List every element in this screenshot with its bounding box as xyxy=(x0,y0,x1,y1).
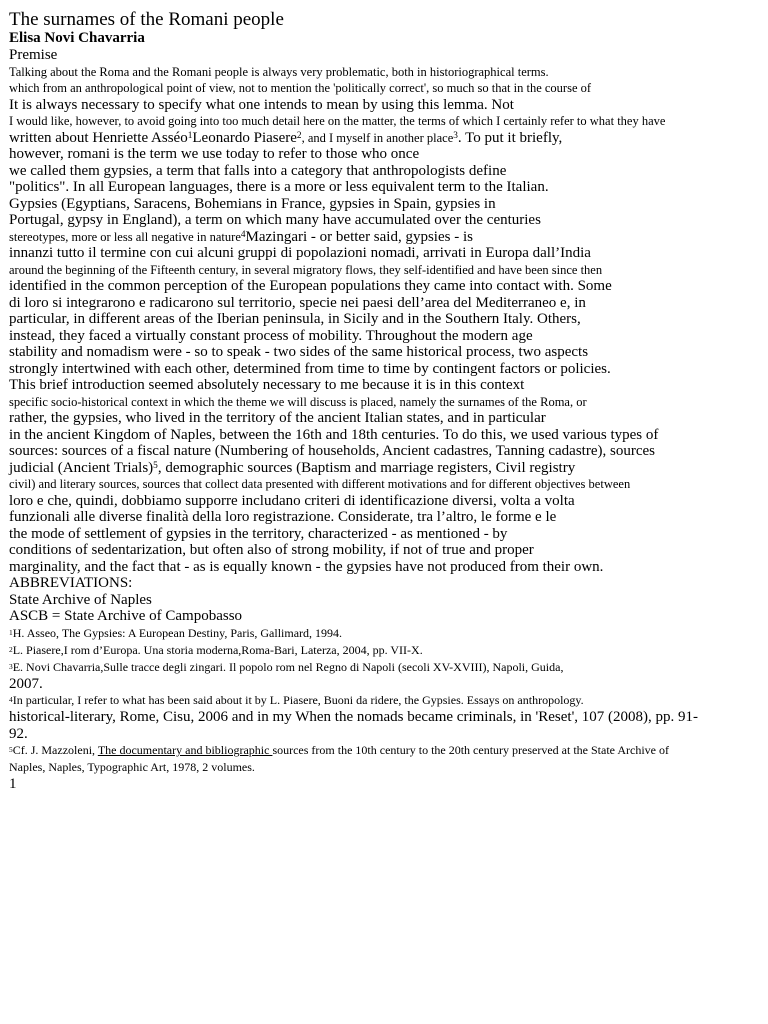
body-line: however, romani is the term we use today to refer to those who once xyxy=(9,146,420,162)
abbreviation-item: State Archive of Naples xyxy=(9,591,152,608)
body-line: particular, in different areas of the Iberian peninsula, in Sicily and in the Southern Italy. Others, xyxy=(9,311,581,327)
footnotes-section xyxy=(9,625,761,777)
author-name: Elisa Novi Chavarria xyxy=(9,30,145,46)
footnote-text: H. Asseo, The Gypsies: A European Destiny, Paris, Gallimard, 1994. xyxy=(12,625,343,640)
footnote-ref: 1 xyxy=(187,131,193,142)
body-line: "politics". In all European languages, there is a more or less equivalent term to the Italian. xyxy=(9,179,549,195)
body-line: sources: sources of a fiscal nature (Numbering of households, Ancient cadastres, Tanning cadastre), sources xyxy=(9,443,655,459)
body-text-span: , demographic sources (Baptism and marriage registers, Civil registry xyxy=(157,459,576,476)
body-line: Talking about the Roma and the Romani people is always very problematic, both in historiographical terms. xyxy=(9,64,549,79)
footnote-text: In particular, I refer to what has been said about it by L. Piasere, Buoni da ridere, the Gypsies. Essays on anthropology. xyxy=(12,693,584,708)
body-line: which from an anthropological point of view, not to mention the 'politically correct', so much so that in the course of xyxy=(9,81,592,95)
footnote-continuation: 2007. xyxy=(9,675,43,692)
footnote xyxy=(9,625,761,642)
footnote-ref: 4 xyxy=(240,230,246,241)
abbreviations-heading: ABBREVIATIONS: xyxy=(9,575,133,591)
footnote-number: 4 xyxy=(9,695,13,705)
body-text-span: Mazingari - or better said, gypsies - is xyxy=(245,228,473,245)
body-line: identified in the common perception of the European populations they came into contact with. Some xyxy=(9,278,612,294)
section-heading-premise: Premise xyxy=(9,47,58,63)
footnote xyxy=(9,692,761,709)
footnote-continuation: historical-literary, Rome, Cisu, 2006 and in my When the nomads became criminals, in 'Reset', 107 (2008), pp. 91- xyxy=(9,709,699,726)
document-title: The surnames of the Romani people xyxy=(9,9,284,30)
body-line xyxy=(9,460,761,477)
footnote-ref: 5 xyxy=(153,461,158,472)
footnote-continuation: Naples, Naples, Typographic Art, 1978, 2 volumes. xyxy=(9,760,255,775)
body-line: specific socio-historical context in which the theme we will discuss is placed, namely the surnames of the Roma, or xyxy=(9,394,587,409)
body-line: in the ancient Kingdom of Naples, between the 16th and 18th centuries. To do this, we used various types of xyxy=(9,426,659,443)
body-line: di loro si integrarono e radicarono sul territorio, specie nei paesi dell’area del Mediterraneo e, in xyxy=(9,294,586,311)
body-text-span: Leonardo Piasere xyxy=(192,129,297,146)
body-line: I would like, however, to avoid going into too much detail here on the matter, the terms of which I certainly refer to what they have xyxy=(9,114,666,128)
footnote-continuation: 92. xyxy=(9,725,28,742)
body-line xyxy=(9,229,761,246)
body-line xyxy=(9,130,761,147)
body-line: civil) and literary sources, sources that collect data presented with different motivations and for different objectives between xyxy=(9,477,631,491)
footnote-number: 3 xyxy=(9,661,13,671)
body-line: stability and nomadism were - so to speak - two sides of the same historical process, two aspects xyxy=(9,344,589,360)
footnote xyxy=(9,742,761,759)
footnote-ref: 2 xyxy=(296,131,302,142)
footnote-ref: 3 xyxy=(453,131,458,142)
footnote-number: 5 xyxy=(9,745,13,755)
body-line: around the beginning of the Fifteenth century, in several migratory flows, they self-identified and have been since then xyxy=(9,262,603,277)
footnote-text: L. Piasere,I rom d’Europa. Una storia moderna,Roma-Bari, Laterza, 2004, pp. VII-X. xyxy=(12,642,423,657)
body-text-span: stereotypes, more or less all negative in nature xyxy=(9,229,241,244)
body-line: strongly intertwined with each other, determined from time to time by contingent factors or policies. xyxy=(9,360,611,377)
page-number: 1 xyxy=(9,776,17,793)
body-line: rather, the gypsies, who lived in the territory of the ancient Italian states, and in particular xyxy=(9,410,546,426)
body-line: marginality, and the fact that - as is equally known - the gypsies have not produced from their own. xyxy=(9,558,604,575)
body-text-span: , and I myself in another place xyxy=(301,130,454,145)
footnote-number: 1 xyxy=(9,627,13,637)
footnote-text: E. Novi Chavarria,Sulle tracce degli zingari. Il popolo rom nel Regno di Napoli (secoli XV-XVIII), Napoli, Guida, xyxy=(12,659,564,674)
body-line: funzionali alle diverse finalità della loro registrazione. Considerate, tra l’altro, le forme e le xyxy=(9,509,557,525)
body-line: loro e che, quindi, dobbiamo supporre includano criteri di identificazione diversi, volta a volta xyxy=(9,492,575,509)
body-line: innanzi tutto il termine con cui alcuni gruppi di popolazioni nomadi, arrivati in Europa dall’India xyxy=(9,245,591,261)
footnote xyxy=(9,642,761,659)
footnote-text: sources from the 10th century to the 20th century preserved at the State Archive of xyxy=(272,743,669,758)
body-line: This brief introduction seemed absolutely necessary to me because it is in this context xyxy=(9,377,525,393)
footnote xyxy=(9,659,761,676)
body-line: we called them gypsies, a term that falls into a category that anthropologists define xyxy=(9,162,507,179)
body-line: Portugal, gypsy in England), a term on which many have accumulated over the centuries xyxy=(9,212,541,228)
body-text-span: judicial (Ancient Trials) xyxy=(9,459,154,476)
body-line: conditions of sedentarization, but often also of strong mobility, if not of true and proper xyxy=(9,542,534,558)
body-line: It is always necessary to specify what one intends to mean by using this lemma. Not xyxy=(9,96,514,113)
body-text-span: written about Henriette Asséo xyxy=(9,129,188,146)
body-line: Gypsies (Egyptians, Saracens, Bohemians in France, gypsies in Spain, gypsies in xyxy=(9,195,496,212)
body-line: the mode of settlement of gypsies in the territory, characterized - as mentioned - by xyxy=(9,525,508,542)
document-page xyxy=(9,9,761,793)
footnote-text: Cf. J. Mazzoleni, xyxy=(12,743,98,758)
footnote-number: 2 xyxy=(9,644,13,654)
abbreviations-section xyxy=(9,575,761,625)
footnote-underlined-title: The documentary and bibliographic xyxy=(97,743,273,758)
body-line: instead, they faced a virtually constant process of mobility. Throughout the modern age xyxy=(9,327,533,344)
body-text-span: . To put it briefly, xyxy=(457,129,563,146)
abbreviation-item: ASCB = State Archive of Campobasso xyxy=(9,608,243,625)
body-text xyxy=(9,64,761,576)
